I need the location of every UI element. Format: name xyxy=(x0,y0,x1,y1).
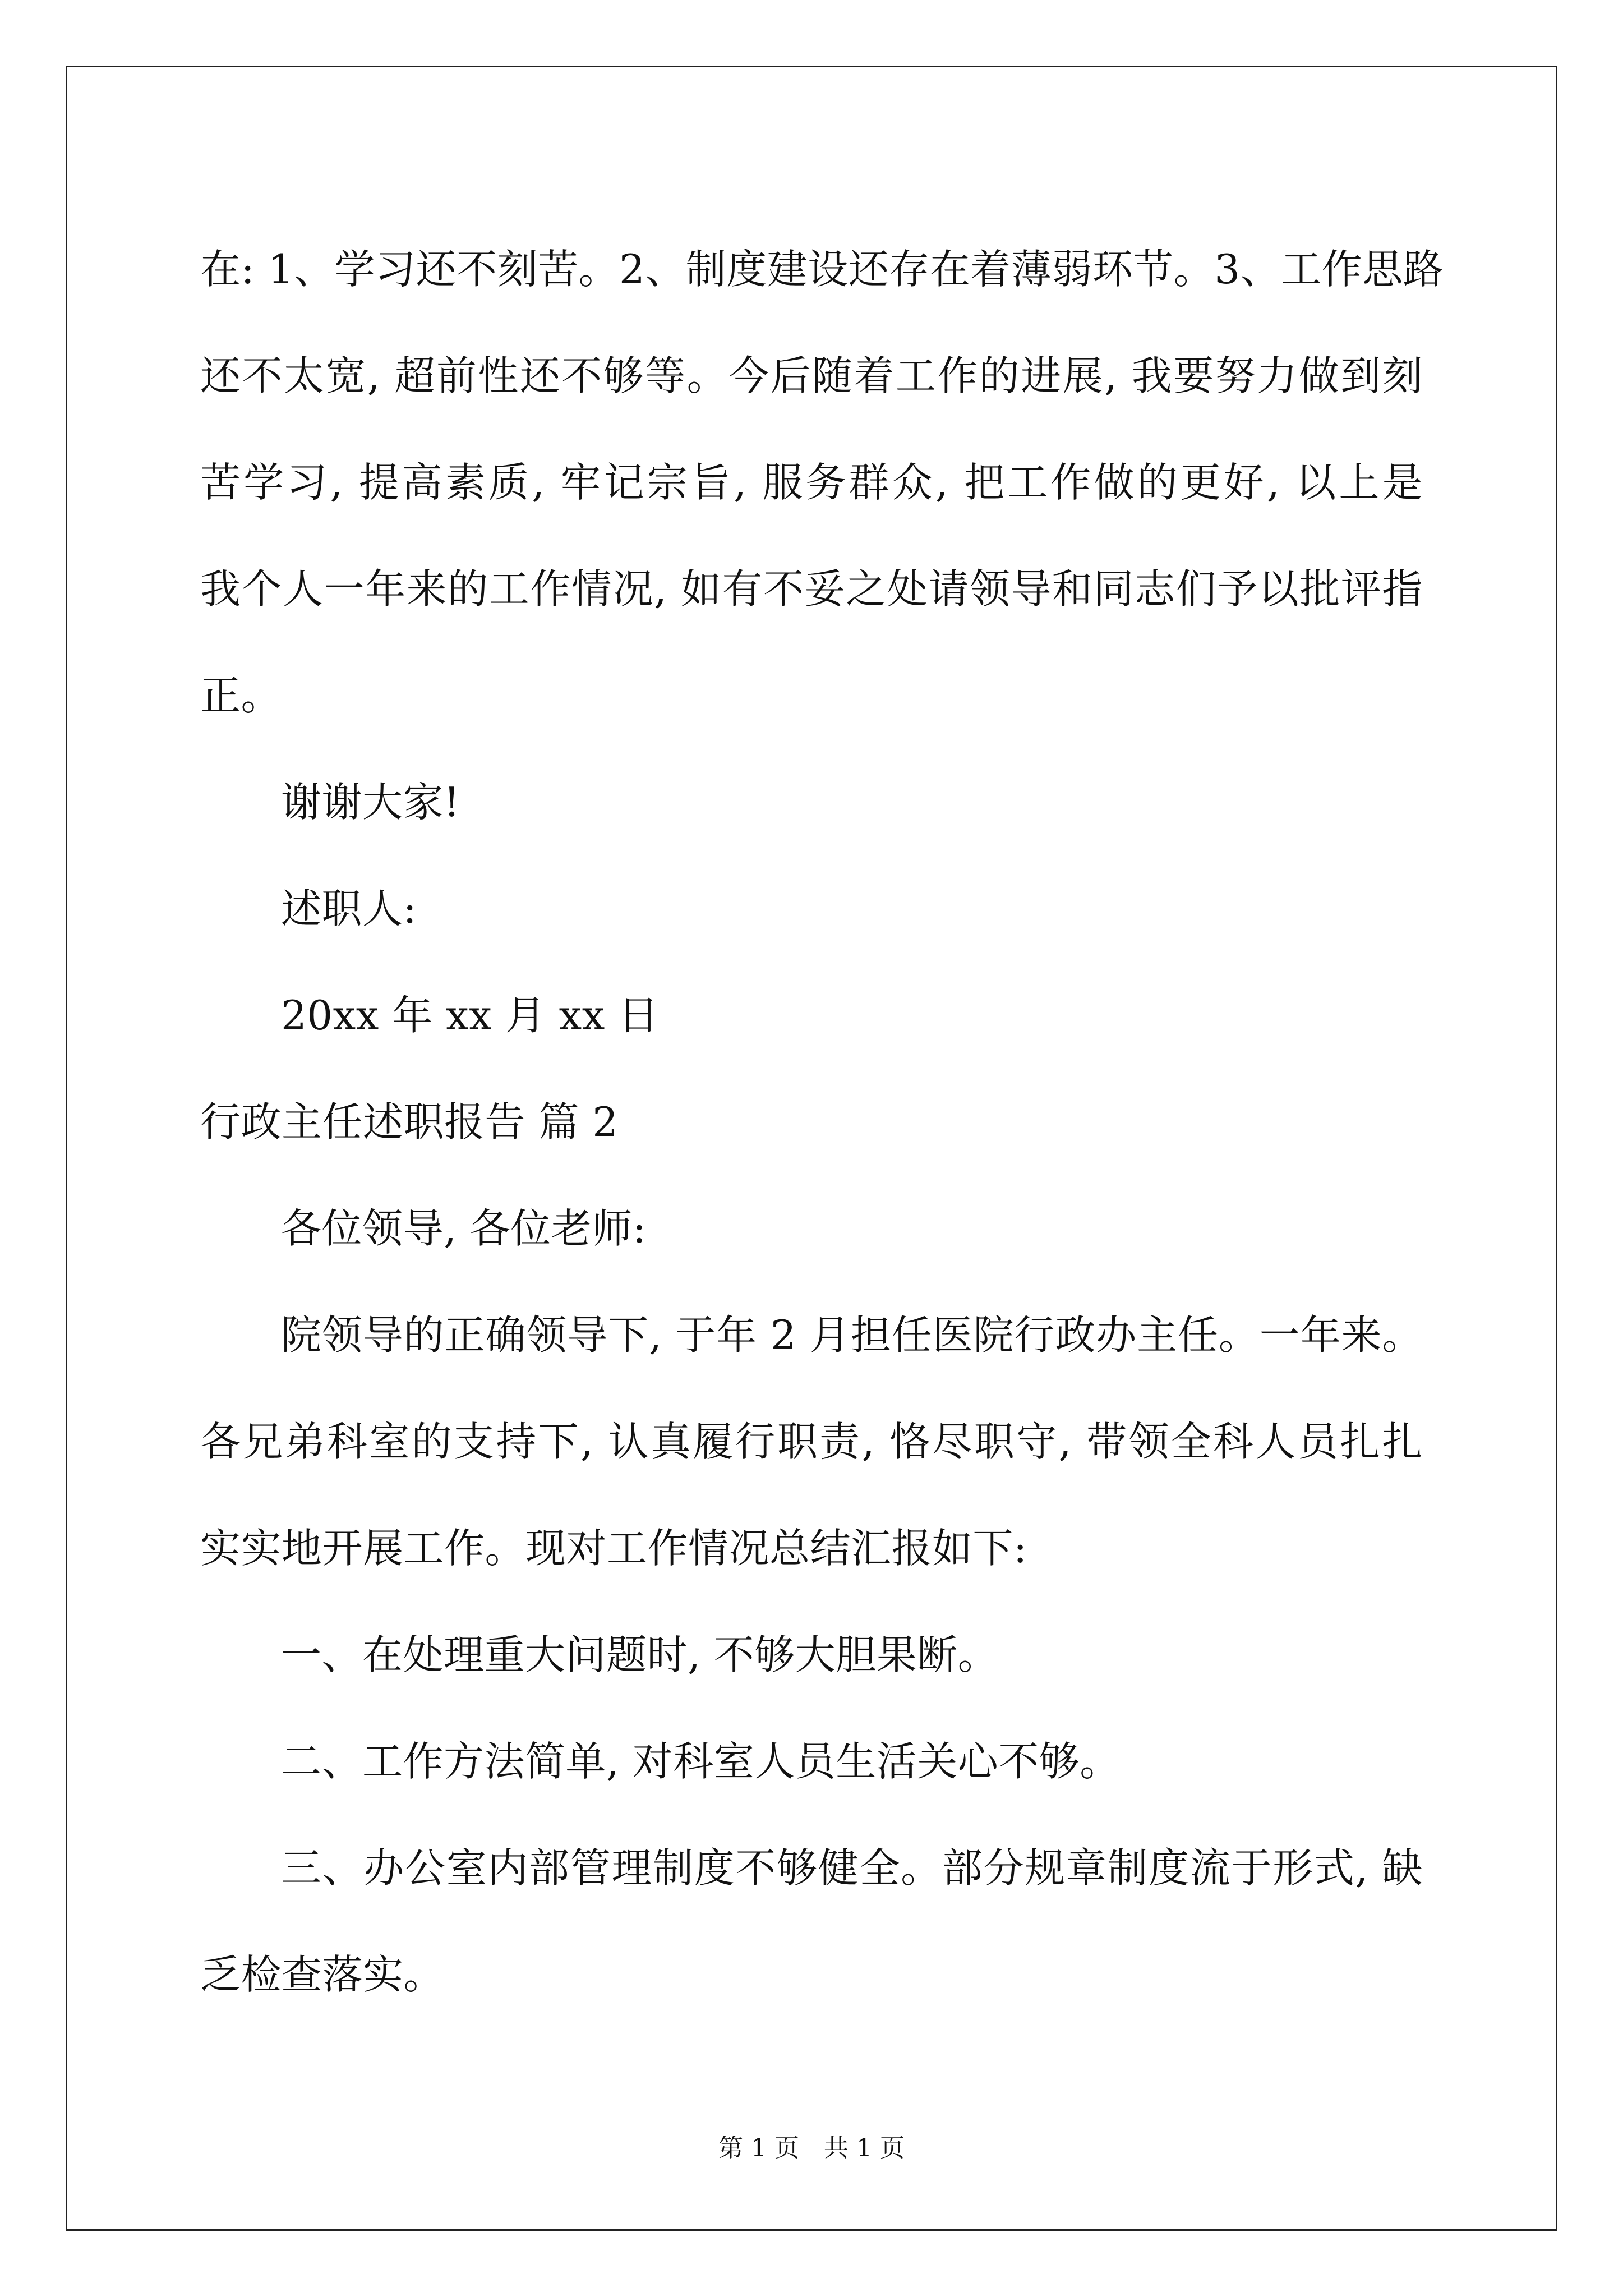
body-line: 院领导的正确领导下, 于年 2 月担任医院行政办主任。一年来。 xyxy=(281,1312,1423,1359)
section-heading: 行政主任述职报告 篇 2 xyxy=(200,1098,619,1145)
body-line: 乏检查落实。 xyxy=(200,1951,445,1998)
list-item: 二、工作方法简单, 对科室人员生活关心不够。 xyxy=(281,1738,1121,1785)
body-line: 在: 1、学习还不刻苦。2、制度建设还存在着薄弱环节。3、工作思路 xyxy=(200,246,1444,293)
body-line: 实实地开展工作。现对工作情况总结汇报如下: xyxy=(200,1525,1027,1572)
page-number: 第 1 页 xyxy=(718,2134,799,2162)
body-line: 正。 xyxy=(200,672,282,719)
reporter-label: 述职人: xyxy=(281,885,417,932)
body-line: 各兄弟科室的支持下, 认真履行职责, 恪尽职守, 带领全科人员扎扎 xyxy=(200,1418,1423,1465)
report-date: 20xx 年 xx 月 xx 日 xyxy=(281,992,659,1039)
document-body xyxy=(200,216,1444,2028)
closing-thanks: 谢谢大家! xyxy=(281,779,460,826)
list-item: 一、在处理重大问题时, 不够大胆果断。 xyxy=(281,1631,999,1678)
salutation: 各位领导, 各位老师: xyxy=(281,1205,647,1252)
page-total: 共 1 页 xyxy=(824,2134,905,2162)
body-line: 还不太宽, 超前性还不够等。今后随着工作的进展, 我要努力做到刻 xyxy=(200,352,1423,399)
list-item: 三、办公室内部管理制度不够健全。部分规章制度流于形式, 缺 xyxy=(281,1844,1423,1892)
body-line: 苦学习, 提高素质, 牢记宗旨, 服务群众, 把工作做的更好, 以上是 xyxy=(200,459,1423,506)
body-line: 我个人一年来的工作情况, 如有不妥之处请领导和同志们予以批评指 xyxy=(200,565,1423,613)
page-footer xyxy=(0,2132,1623,2165)
